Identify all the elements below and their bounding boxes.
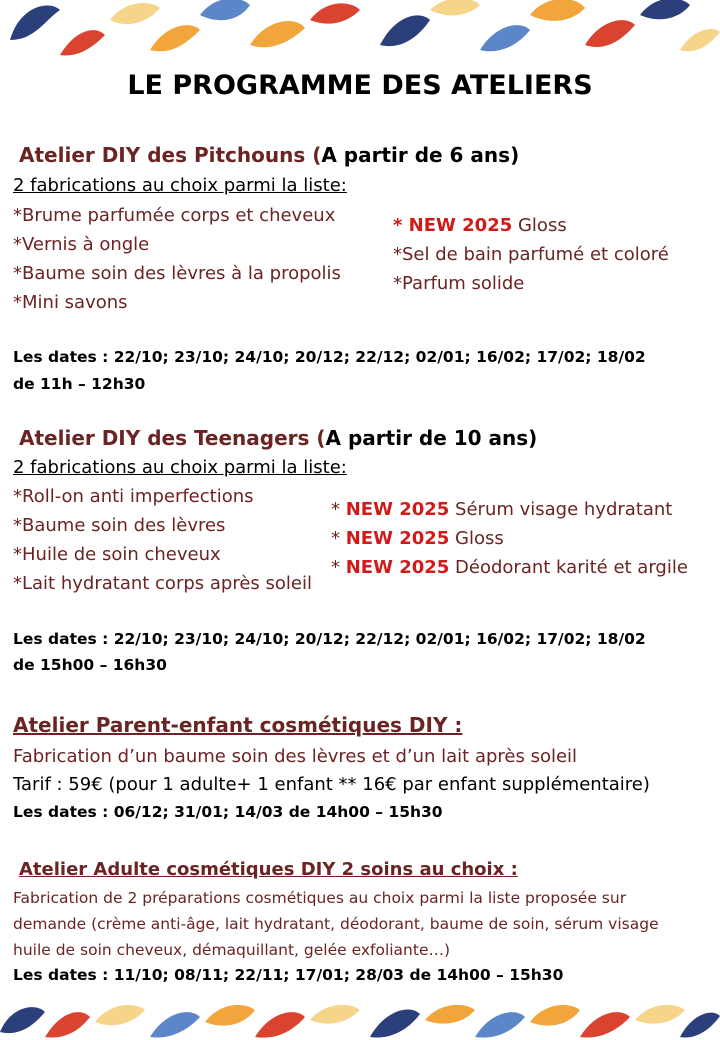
pitchouns-subtitle: 2 fabrications au choix parmi la liste: (13, 175, 347, 196)
list-item: *Roll-on anti imperfections (13, 486, 254, 507)
pitchouns-heading-text: Atelier DIY des Pitchouns ( (19, 143, 322, 167)
parent-enfant-dates: Les dates : 06/12; 31/01; 14/03 de 14h00 – 15h30 (13, 803, 443, 821)
item-text: Gloss (512, 215, 567, 236)
item-star: * (331, 557, 346, 578)
parent-enfant-description: Fabrication d’un baume soin des lèvres et d’un lait après soleil (13, 746, 578, 767)
teenagers-heading (19, 426, 537, 450)
new-badge: NEW 2025 (345, 528, 450, 549)
parent-enfant-heading: Atelier Parent-enfant cosmétiques DIY : (13, 713, 463, 737)
teenagers-subtitle: 2 fabrications au choix parmi la liste: (13, 457, 347, 478)
new-badge: * NEW 2025 (393, 215, 513, 236)
pitchouns-dates: Les dates : 22/10; 23/10; 24/10; 20/12; 22/12; 02/01; 16/02; 17/02; 18/02 (13, 348, 646, 366)
adulte-heading: Atelier Adulte cosmétiques DIY 2 soins au choix : (19, 859, 518, 880)
page-title: LE PROGRAMME DES ATELIERS (127, 70, 593, 101)
list-item: *Baume soin des lèvres (13, 515, 226, 536)
autumn-leaves-border-bottom (0, 1002, 720, 1040)
list-item: *Brume parfumée corps et cheveux (13, 205, 336, 226)
pitchouns-right-list (393, 211, 669, 298)
list-item: *Parfum solide (393, 273, 525, 294)
teenagers-hours: de 15h00 – 16h30 (13, 656, 167, 674)
list-item (331, 524, 688, 553)
list-item: *Sel de bain parfumé et coloré (393, 244, 669, 265)
list-item (331, 495, 688, 524)
new-badge: NEW 2025 (345, 499, 450, 520)
adulte-line: Fabrication de 2 préparations cosmétiques au choix parmi la liste proposée sur (13, 889, 627, 907)
teenagers-dates: Les dates : 22/10; 23/10; 24/10; 20/12; 22/12; 02/01; 16/02; 17/02; 18/02 (13, 630, 646, 648)
teenagers-left-list (13, 482, 312, 598)
pitchouns-hours: de 11h – 12h30 (13, 375, 146, 393)
adulte-line: huile de soin cheveux, démaquillant, gelée exfoliante…) (13, 941, 451, 959)
pitchouns-age: A partir de 6 ans) (321, 143, 520, 167)
list-item: *Huile de soin cheveux (13, 544, 221, 565)
parent-enfant-price: Tarif : 59€ (pour 1 adulte+ 1 enfant ** 16€ par enfant supplémentaire) (13, 774, 650, 795)
list-item: *Lait hydratant corps après soleil (13, 573, 312, 594)
list-item: *Vernis à ongle (13, 234, 150, 255)
item-star: * (331, 528, 346, 549)
adulte-line: demande (crème anti-âge, lait hydratant, déodorant, baume de soin, sérum visage (13, 915, 659, 933)
item-text: Gloss (449, 528, 504, 549)
adulte-description (13, 885, 659, 963)
teenagers-age: A partir de 10 ans) (325, 426, 538, 450)
pitchouns-left-list (13, 201, 341, 317)
item-text: Déodorant karité et argile (449, 557, 688, 578)
new-badge: NEW 2025 (345, 557, 450, 578)
item-star: * (331, 499, 346, 520)
list-item: *Mini savons (13, 292, 128, 313)
adulte-dates: Les dates : 11/10; 08/11; 22/11; 17/01; 28/03 de 14h00 – 15h30 (13, 966, 564, 984)
teenagers-right-list (331, 495, 688, 582)
pitchouns-heading (19, 143, 519, 167)
autumn-leaves-border-top (0, 0, 720, 60)
list-item (393, 211, 669, 240)
list-item: *Baume soin des lèvres à la propolis (13, 263, 341, 284)
item-text: Sérum visage hydratant (449, 499, 673, 520)
list-item (331, 553, 688, 582)
teenagers-heading-text: Atelier DIY des Teenagers ( (19, 426, 326, 450)
